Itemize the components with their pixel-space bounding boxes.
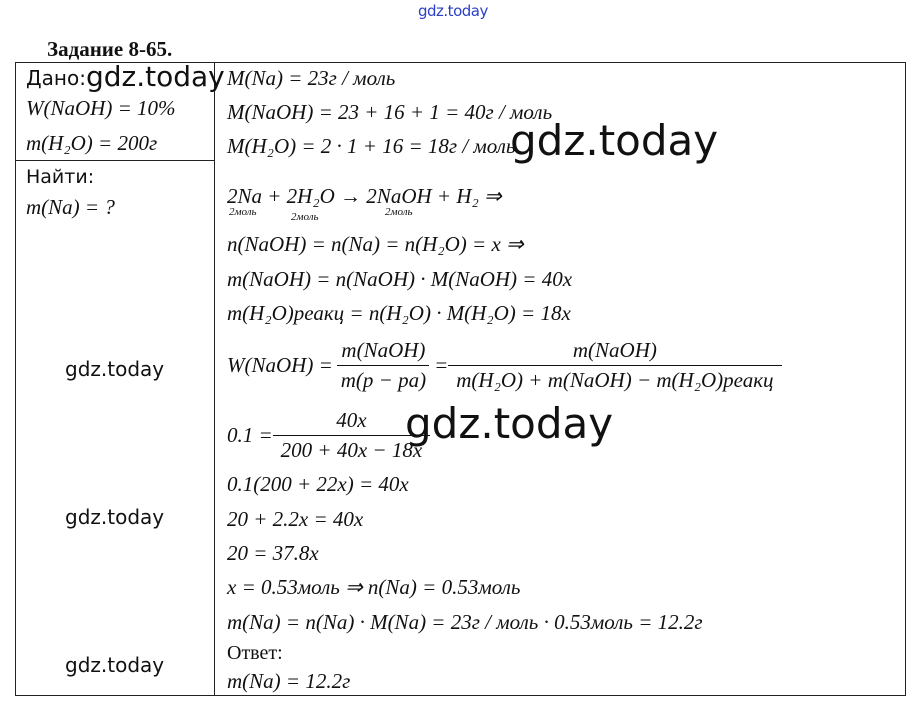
molar-mass-na: M(Na) = 23г / моль bbox=[227, 66, 396, 90]
given-w-naoh: W(NaOH) = 10% bbox=[26, 96, 176, 120]
w-lhs: W(NaOH) = bbox=[227, 353, 333, 377]
watermark-right-2: gdz.today bbox=[405, 399, 614, 448]
equation-substituted bbox=[227, 408, 426, 463]
watermark-right-1: gdz.today bbox=[510, 116, 719, 165]
given-find-divider bbox=[15, 160, 215, 161]
reaction-coef-naoh: 2моль bbox=[385, 206, 413, 218]
step-mass-na: m(Na) = n(Na) · M(Na) = 23г / моль · 0.53моль = 12.2г bbox=[227, 610, 703, 634]
e-fraction-denominator: 200 + 40x − 18x bbox=[280, 438, 423, 462]
table-left-border bbox=[15, 62, 16, 696]
w-fraction-1-numerator: m(NaOH) bbox=[337, 338, 429, 366]
step-mass-h2o-reacted: m(H₂O)реакц = n(H₂O) · M(H₂O) = 18x bbox=[227, 301, 571, 325]
given-m-h2o: m(H₂O) = 200г bbox=[26, 131, 158, 155]
step-x-value: x = 0.53моль ⇒ n(Na) = 0.53моль bbox=[227, 575, 521, 599]
step-moles-equal: n(NaOH) = n(Na) = n(H₂O) = x ⇒ bbox=[227, 232, 524, 256]
w-fraction-1-denominator: m(p − pa) bbox=[340, 368, 427, 392]
reaction-coef-na: 2моль bbox=[229, 206, 257, 218]
step-expand: 0.1(200 + 22x) = 40x bbox=[227, 472, 409, 496]
w-fraction-1 bbox=[337, 338, 430, 393]
left-watermark-2: gdz.today bbox=[65, 505, 165, 529]
answer-label: Ответ: bbox=[227, 642, 283, 664]
e-fraction bbox=[277, 408, 426, 463]
w-equals: = bbox=[434, 353, 449, 377]
find-label: Найти: bbox=[26, 166, 95, 188]
molar-mass-naoh: M(NaOH) = 23 + 16 + 1 = 40г / моль bbox=[227, 100, 553, 124]
column-divider bbox=[214, 62, 215, 696]
table-right-border bbox=[905, 62, 906, 696]
e-fraction-numerator: 40x bbox=[273, 408, 430, 436]
answer-value: m(Na) = 12.2г bbox=[227, 669, 351, 693]
left-watermark-1: gdz.today bbox=[65, 357, 165, 381]
task-title: Задание 8-65. bbox=[47, 37, 173, 61]
watermark-top: gdz.today bbox=[418, 2, 488, 20]
table-bottom-border bbox=[15, 695, 905, 696]
w-fraction-2-numerator: m(NaOH) bbox=[448, 338, 781, 366]
given-watermark: gdz.today bbox=[86, 60, 225, 93]
mass-fraction-equation bbox=[227, 338, 778, 393]
reaction-equation: 2Na + 2H₂O → 2NaOH + H₂ ⇒ bbox=[227, 184, 502, 208]
given-label: Дано: bbox=[26, 66, 86, 90]
step-mass-naoh: m(NaOH) = n(NaOH) · M(NaOH) = 40x bbox=[227, 267, 573, 291]
step-simplify: 20 + 2.2x = 40x bbox=[227, 507, 364, 531]
w-fraction-2-denominator: m(H₂O) + m(NaOH) − m(H₂O)реакц bbox=[456, 368, 774, 392]
table-right-top-segment bbox=[520, 62, 521, 63]
reaction-coef-h2o: 2моль bbox=[291, 211, 319, 223]
find-m-na: m(Na) = ? bbox=[26, 195, 115, 219]
step-solve: 20 = 37.8x bbox=[227, 541, 319, 565]
molar-mass-h2o: M(H₂O) = 2 · 1 + 16 = 18г / моль bbox=[227, 134, 516, 158]
w-fraction-2 bbox=[452, 338, 777, 393]
e-lhs: 0.1 = bbox=[227, 423, 273, 447]
left-watermark-3: gdz.today bbox=[65, 653, 165, 677]
